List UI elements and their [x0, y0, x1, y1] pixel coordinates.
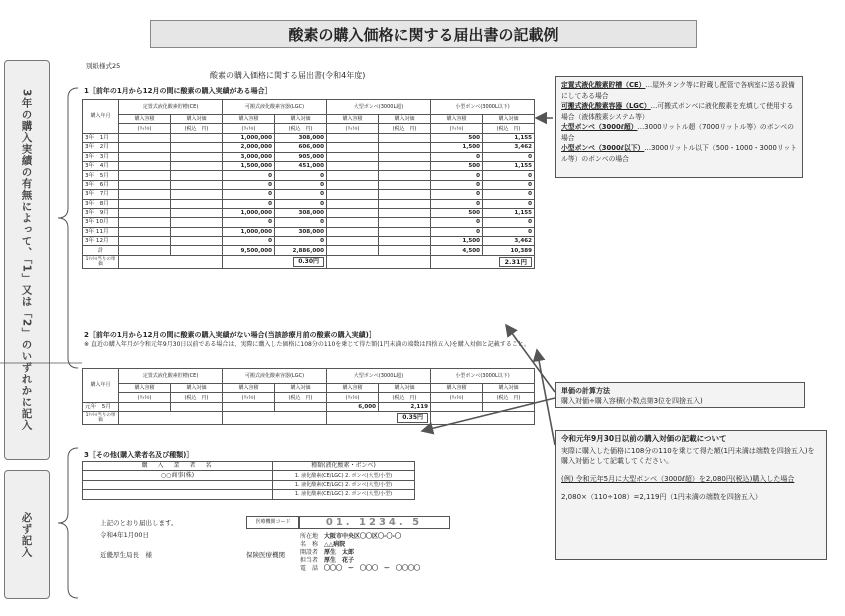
tel-value: 〇〇〇 ー 〇〇〇 ー 〇〇〇〇 [324, 565, 421, 572]
sidebar-instruction-text: 3年の購入実績の有無によって、「1」又は「2」のいずれかに記入 [20, 89, 33, 431]
group-small-header: 小型ボンベ(3000L以下) [431, 369, 535, 384]
supplier-name: ○○商事(株) [83, 471, 273, 480]
unit-price: (税込 円) [379, 124, 431, 133]
table-cell: 1,000,000 [223, 208, 275, 217]
table-cell: 1,500 [431, 237, 483, 246]
table-cell: 500 [431, 208, 483, 217]
small-text: …3000リットル以下（500・1000・3000リットル等）のボンベの場合 [561, 144, 797, 163]
unit-price-small-value: 2.31円 [499, 257, 532, 267]
table-cell: 0 [275, 237, 327, 246]
table-cell: 0 [483, 227, 535, 236]
unit-price-lgc-value: 0.30円 [293, 257, 324, 267]
table-cell: 308,000 [275, 227, 327, 236]
table-cell: 3年 2月 [83, 143, 119, 152]
table-cell: 0 [483, 218, 535, 227]
large-text: …3000リットル超（7000リットル等）のボンベの場合 [561, 123, 794, 142]
unit-calc-text: 購入対価÷購入容積(小数点第3位を四捨五入) [561, 397, 703, 405]
sub-price: 購入対価 [275, 384, 327, 393]
table-cell: 0 [223, 180, 275, 189]
sub-price: 購入対価 [483, 384, 535, 393]
table-cell: 0 [275, 171, 327, 180]
row2-month: 元年 5月 [83, 402, 119, 411]
arrow-to-unit1 [506, 325, 555, 392]
table-cell: 3年 9月 [83, 208, 119, 217]
col-month-header: 購入年月 [83, 100, 119, 134]
table-cell: 0 [223, 190, 275, 199]
table-cell: 0 [483, 199, 535, 208]
table-cell: 1,000,000 [223, 227, 275, 236]
declaration: 上記のとおり届出します。 [100, 519, 178, 527]
tel-label: 電 話 [300, 565, 319, 572]
unit-price: (税込 円) [171, 393, 223, 402]
unit-calc-title: 単価の計算方法 [561, 387, 610, 395]
table-cell: 606,000 [275, 143, 327, 152]
unit-qty: (ﾘｯﾄﾙ) [327, 393, 379, 402]
unit-qty: (ﾘｯﾄﾙ) [431, 124, 483, 133]
unit-price: (税込 円) [275, 124, 327, 133]
type-option-2: 1. 液化酸素(CE/LGC) 2. ボンベ(大型/小型) [273, 480, 415, 489]
sub-qty: 購入容積 [223, 384, 275, 393]
table-cell: 3年 10月 [83, 218, 119, 227]
main-title: 酸素の購入価格に関する届出書の記載例 [150, 20, 697, 48]
founder-value: 厚生 太郎 [324, 549, 355, 556]
table-cell: 0 [275, 199, 327, 208]
table-cell: 1,500 [431, 143, 483, 152]
name-label: 名 称 [300, 541, 319, 548]
table-cell: 3年 7月 [83, 190, 119, 199]
table-cell: 3年 6月 [83, 180, 119, 189]
table-cell: 3,462 [483, 237, 535, 246]
total-label: 計 [83, 246, 119, 255]
institution-label: 保険医療機関 [246, 551, 285, 559]
ce-text: …屋外タンク等に貯蔵し配管で各病室に送る設備にしてある場合 [561, 81, 795, 100]
supplier-header: 購 入 業 者 名 [83, 462, 273, 471]
table-cell: 905,000 [275, 152, 327, 161]
sub-price: 購入対価 [275, 115, 327, 124]
table-cell: 0 [431, 199, 483, 208]
group-large-header: 大型ボンベ(3000L超) [327, 369, 431, 384]
sub-price: 購入対価 [171, 384, 223, 393]
table-cell: 3年 12月 [83, 237, 119, 246]
code-label: 医療機関コード [246, 516, 300, 529]
table-cell: 0 [431, 190, 483, 199]
address-value: 大阪市中央区〇〇区〇-〇-〇 [324, 533, 402, 540]
unit-qty: (ﾘｯﾄﾙ) [327, 124, 379, 133]
pre-reiwa-title: 令和元年9月30日以前の購入対価の記載について [561, 434, 727, 443]
section2-note: ※ 直近の購入年月が令和元年9月30日以前である場合は、実際に購入した価格に108分の110を乗じて得た額(1円未満の端数は四捨五入)を購入対価と記載すること。 [84, 341, 530, 348]
unit-price: (税込 円) [171, 124, 223, 133]
table-cell: 3年 1月 [83, 133, 119, 142]
table-cell: 3年 8月 [83, 199, 119, 208]
table-cell: 3年 3月 [83, 152, 119, 161]
table-cell: 0 [275, 218, 327, 227]
table-cell: 0 [275, 180, 327, 189]
unit-price-label: 1ﾘｯﾄﾙ当りの単価 [83, 255, 119, 268]
sub-qty: 購入容積 [431, 384, 483, 393]
table-cell: 308,000 [275, 208, 327, 217]
unit-qty: (ﾘｯﾄﾙ) [119, 393, 171, 402]
group-small-header: 小型ボンベ(3000L以下) [431, 100, 535, 115]
unit-qty: (ﾘｯﾄﾙ) [119, 124, 171, 133]
ce-title: 定置式液化酸素貯槽（CE） [561, 81, 646, 89]
sub-qty: 購入容積 [119, 115, 171, 124]
type-header: 種類(液化酸素・ボンベ) [273, 462, 415, 471]
sub-price: 購入対価 [379, 115, 431, 124]
unit-qty: (ﾘｯﾄﾙ) [223, 124, 275, 133]
group-ce-header: 定置式液化酸素貯槽(CE) [119, 100, 223, 115]
table-cell: 0 [483, 180, 535, 189]
row2-large-qty: 6,000 [327, 402, 379, 411]
total-lgc-qty: 9,500,000 [223, 246, 275, 255]
table-cell: 3年 5月 [83, 171, 119, 180]
table-cell: 3年 11月 [83, 227, 119, 236]
person-value: 厚生 花子 [324, 557, 355, 564]
table-cell: 1,155 [483, 161, 535, 170]
type-option-1: 1. 液化酸素(CE/LGC) 2. ボンベ(大型/小型) [273, 471, 415, 480]
pre-reiwa-example: (例) 令和元年5月に大型ボンベ（3000ℓ超）を2,080円(税込)購入した場合 [561, 475, 795, 483]
form-title: 酸素の購入価格に関する届出書(令和4年度) [210, 71, 366, 80]
unit-price-large-value: 0.35円 [397, 413, 428, 423]
arrow-to-unit2 [422, 398, 555, 431]
form-number: 別紙様式25 [86, 62, 121, 70]
table-cell: 451,000 [275, 161, 327, 170]
table-cell: 1,155 [483, 208, 535, 217]
unit-price: (税込 円) [379, 393, 431, 402]
pre-reiwa-calc: 2,080×（110÷108）=2,119円（1円未満の端数を四捨五入） [561, 493, 762, 501]
group-large-header: 大型ボンベ(3000L超) [327, 100, 431, 115]
table-cell: 3,000,000 [223, 152, 275, 161]
table-cell: 3,462 [483, 143, 535, 152]
name-value: △△病院 [324, 541, 346, 548]
unit-qty: (ﾘｯﾄﾙ) [431, 393, 483, 402]
filing-date: 令和4年1月00日 [100, 531, 150, 539]
total-small-qty: 4,500 [431, 246, 483, 255]
col-month-header: 購入年月 [83, 369, 119, 403]
group-lgc-header: 可搬式液化酸素容器(LGC) [223, 369, 327, 384]
table-cell: 1,000,000 [223, 133, 275, 142]
unit-qty: (ﾘｯﾄﾙ) [223, 393, 275, 402]
arrow-to-note [537, 350, 555, 445]
unit-price: (税込 円) [275, 393, 327, 402]
person-label: 担当者 [300, 557, 319, 564]
address-label: 所在地 [300, 533, 319, 540]
sub-qty: 購入容積 [431, 115, 483, 124]
section1-title: 1［前年の1月から12月の間に酸素の購入実績がある場合］ [84, 87, 272, 95]
table-cell: 500 [431, 133, 483, 142]
sidebar-required-text: 必ず記入 [20, 511, 33, 558]
table-cell: 0 [223, 199, 275, 208]
table-cell: 308,000 [275, 133, 327, 142]
table-cell: 0 [431, 152, 483, 161]
table-cell: 1,500,000 [223, 161, 275, 170]
table-cell: 0 [431, 180, 483, 189]
table-cell: 0 [275, 190, 327, 199]
table-cell: 0 [483, 190, 535, 199]
table-cell: 2,000,000 [223, 143, 275, 152]
table-cell: 0 [223, 171, 275, 180]
section2-title: 2［前年の1月から12月の間に酸素の購入実績がない場合(当該診療月前の酸素の購入実績)］ [84, 331, 376, 339]
lgc-text: …可搬式ボンベに液化酸素を充填して使用する場合（液体酸素システム等） [561, 102, 794, 121]
sub-qty: 購入容積 [327, 384, 379, 393]
sub-qty: 購入容積 [119, 384, 171, 393]
sub-price: 購入対価 [483, 115, 535, 124]
table-cell: 3年 4月 [83, 161, 119, 170]
table-cell: 500 [431, 161, 483, 170]
table-cell: 0 [483, 171, 535, 180]
group-ce-header: 定置式液化酸素貯槽(CE) [119, 369, 223, 384]
table-cell: 0 [483, 152, 535, 161]
unit-price: (税込 円) [483, 124, 535, 133]
recipient: 近畿厚生局長 様 [100, 551, 152, 559]
row2-large-price: 2,119 [379, 402, 431, 411]
total-lgc-price: 2,886,000 [275, 246, 327, 255]
lgc-title: 可搬式液化酸素容器（LGC） [561, 102, 651, 110]
table-cell: 1,155 [483, 133, 535, 142]
table-cell: 0 [223, 237, 275, 246]
total-small-price: 10,389 [483, 246, 535, 255]
group-lgc-header: 可搬式液化酸素容器(LGC) [223, 100, 327, 115]
sub-price: 購入対価 [379, 384, 431, 393]
sub-qty: 購入容積 [223, 115, 275, 124]
small-title: 小型ボンベ（3000ℓ以下） [561, 144, 645, 152]
founder-label: 開設者 [300, 549, 319, 556]
pre-reiwa-text: 実際に購入した価格に108分の110を乗じて得た額(1円未満は端数を四捨五入)を購入対価として記載してください。 [561, 447, 815, 465]
table-cell: 0 [431, 218, 483, 227]
table-cell: 0 [431, 227, 483, 236]
sub-qty: 購入容積 [327, 115, 379, 124]
type-option-3: 1. 液化酸素(CE/LGC) 2. ボンベ(大型/小型) [273, 490, 415, 499]
sub-price: 購入対価 [171, 115, 223, 124]
unit-price: (税込 円) [483, 393, 535, 402]
large-title: 大型ボンベ（3000ℓ超） [561, 123, 638, 131]
unit-price-label-2: 1ﾘｯﾄﾙ当りの単価 [83, 412, 119, 425]
code-value: 01. 1234. 5 [298, 516, 450, 529]
section3-title: 3［その他(購入業者名及び種類)］ [84, 451, 194, 459]
table-cell: 0 [223, 218, 275, 227]
table-cell: 0 [431, 171, 483, 180]
